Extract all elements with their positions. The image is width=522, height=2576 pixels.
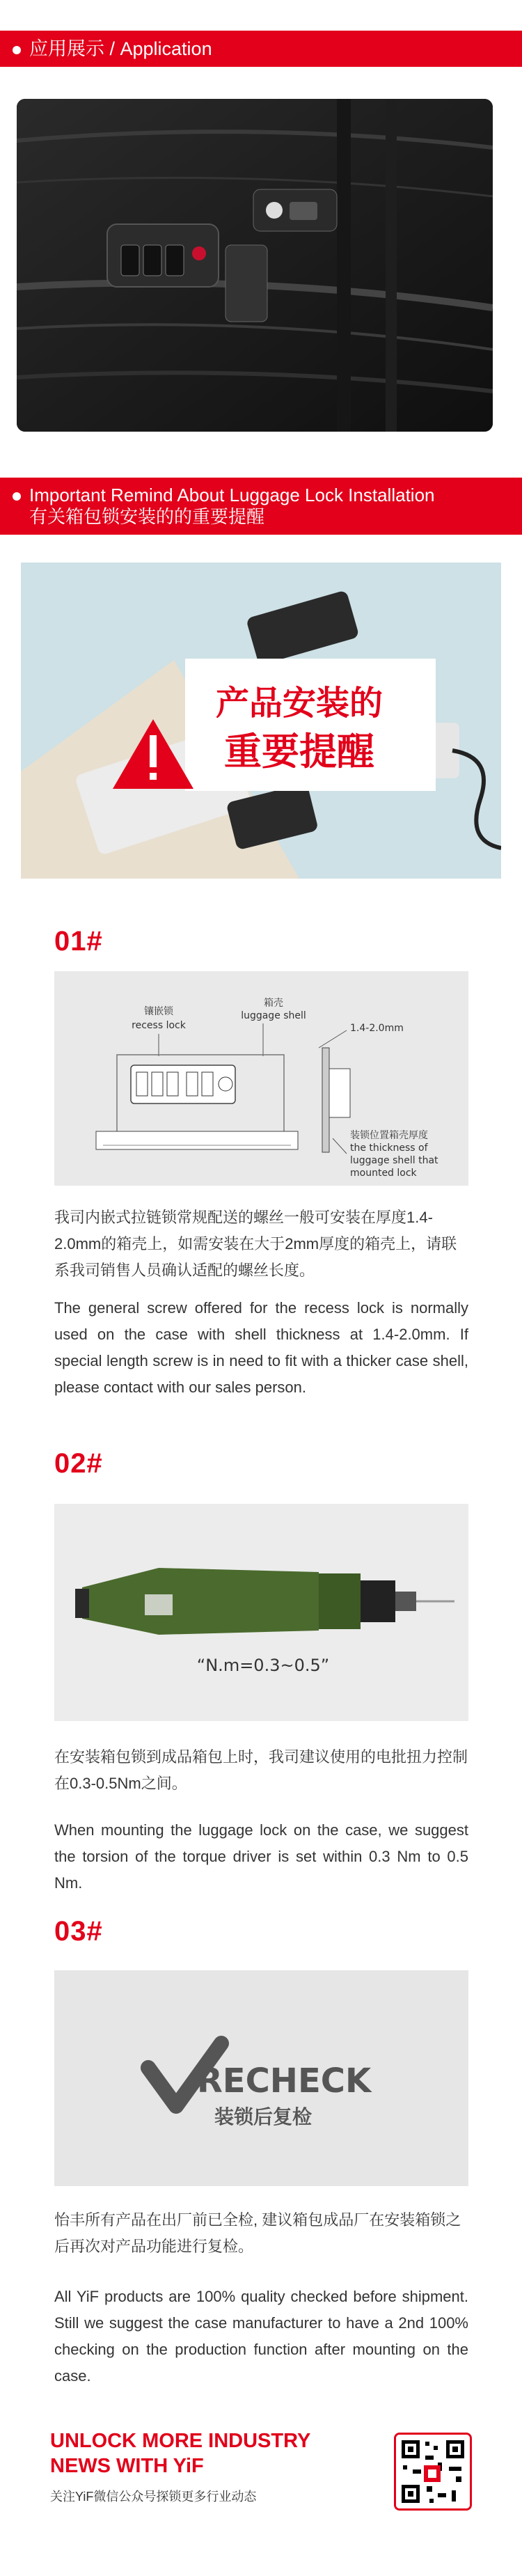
- qr-code-icon: [396, 2435, 470, 2508]
- section-number-01: 01#: [54, 926, 103, 957]
- remind-title-en: Important Remind About Luggage Lock Installation: [29, 485, 435, 505]
- remind-bar: [0, 478, 522, 535]
- section-number-03: 03#: [54, 1916, 103, 1947]
- footer-subtitle: 关注YiF微信公众号探锁更多行业动态: [50, 2490, 257, 2504]
- label-thickness: 1.4-2.0mm: [350, 1023, 404, 1034]
- label-recess-en: recess lock: [132, 1020, 186, 1031]
- wechat-qr-code[interactable]: [394, 2433, 472, 2511]
- section-02-text-en: When mounting the luggage lock on the case, we suggest the torsion of the torque driver is set within 0.3 Nm to 0.5 Nm.: [54, 1821, 468, 1892]
- torque-driver-image: [54, 1504, 468, 1721]
- label-shell-cn: 箱壳: [264, 998, 283, 1009]
- bullet-icon: [13, 46, 21, 54]
- section-01-text-en: The general screw offered for the recess lock is normally used on the case with shell thickness at 1.4-2.0mm. If special length screw is in need to fit with a thicker case shell, please contact with our sales person.: [54, 1299, 468, 1396]
- label-recess-cn: 镶嵌锁: [144, 1006, 173, 1017]
- recheck-image: [54, 1970, 468, 2186]
- label-shell-en: luggage shell: [241, 1010, 306, 1021]
- label-position-cn: 装锁位置箱壳厚度: [350, 1130, 428, 1141]
- footer-title-line1: UNLOCK MORE INDUSTRY: [50, 2430, 311, 2452]
- label-position-en1: the thickness of: [350, 1142, 428, 1154]
- label-position-en3: mounted lock: [350, 1168, 417, 1179]
- footer-title-line2: NEWS WITH YiF: [50, 2455, 204, 2477]
- header-title: 应用展示 / Application: [29, 38, 212, 59]
- section-03-text-en: All YiF products are 100% quality checked before shipment. Still we suggest the case manufacturer to have a 2nd 100% checking on the production function after mounting on the case.: [54, 2288, 468, 2385]
- remind-title-cn: 有关箱包锁安装的的重要提醒: [29, 506, 265, 527]
- installation-banner: [21, 563, 501, 879]
- suitcase-lock-photo: [17, 99, 493, 432]
- section-number-02: 02#: [54, 1448, 103, 1479]
- recheck-en: RECHECK: [196, 2061, 372, 2100]
- bullet-icon: [13, 492, 21, 501]
- section-02-text-cn: 在安装箱包锁到成品箱包上时，我司建议使用的电批扭力控制在0.3-0.5Nm之间。: [54, 1748, 468, 1792]
- banner-line2: 重要提醒: [224, 730, 374, 773]
- header-bar: [0, 31, 522, 67]
- banner-line1: 产品安装的: [215, 684, 383, 723]
- label-position-en2: luggage shell that: [350, 1155, 438, 1166]
- recheck-cn: 装锁后复检: [214, 2105, 313, 2128]
- section-03-text-cn: 怡丰所有产品在出厂前已全检, 建议箱包成品厂在安装箱锁之后再次对产品功能进行复检。: [54, 2211, 461, 2255]
- recess-lock-diagram: [54, 971, 468, 1186]
- footer-title: [50, 2428, 342, 2479]
- section-01-text-cn: 我司内嵌式拉链锁常规配送的螺丝一般可安装在厚度1.4-2.0mm的箱壳上，如需安装在大于2mm厚度的箱壳上，请联系我司销售人员确认适配的螺丝长度。: [54, 1209, 457, 1279]
- torque-label: “N.m=0.3~0.5”: [196, 1656, 330, 1675]
